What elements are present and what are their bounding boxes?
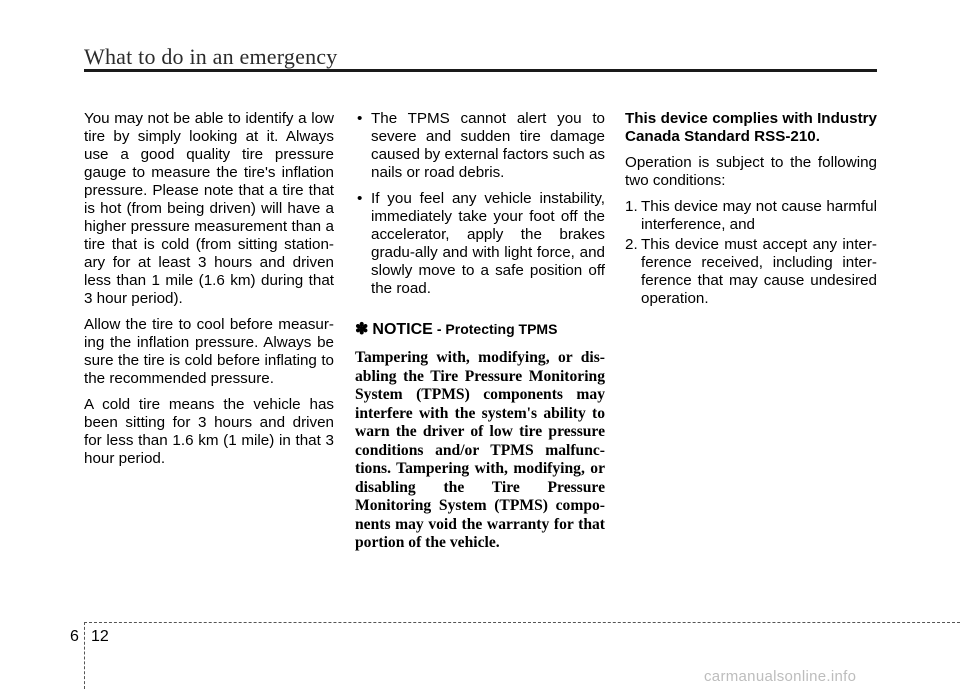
condition-text: This device must accept any inter-ference received, including inter-ference that may cause undesired operation.: [641, 236, 877, 307]
paragraph-cool-tire: Allow the tire to cool before measur-ing the inflation pressure. Always be sure the tire is cold before inflating to the recommended pressure.: [84, 316, 334, 387]
column-3: [625, 110, 877, 310]
tpms-bullet-list: [355, 110, 605, 298]
watermark: carmanualsonline.info: [704, 668, 857, 685]
notice-body: Tampering with, modifying, or dis-abling the Tire Pressure Monitoring System (TPMS) components may interfere with the system's ability to warn the driver of low tire pressure conditions and/or TPMS malfunc-tions. Tampering with, modifying, or disabling the Tire Pressure Monitoring System (TPMS) compo-nents may void the warranty for that portion of the vehicle.: [355, 349, 605, 551]
conditions-list: [625, 198, 877, 308]
footer-divider: [84, 622, 85, 689]
column-2: [355, 110, 605, 561]
list-item: [625, 198, 877, 234]
footer-rule: [84, 622, 960, 623]
list-item: [625, 236, 877, 308]
condition-text: This device may not cause harmful interference, and: [641, 198, 877, 233]
conditions-intro: Operation is subject to the following two conditions:: [625, 154, 877, 189]
page-header-title: What to do in an emergency: [84, 44, 338, 69]
paragraph-cold-tire: A cold tire means the vehicle has been sitting for 3 hours and driven for less than 1.6 km (1 mile) in that 3 hour period.: [84, 396, 334, 467]
list-item: • If you feel any vehicle instability, immediately take your foot off the accelerator, apply the brakes gradu-ally and with light force, and slowly move to a safe position off the road.: [355, 190, 605, 298]
notice-mark-icon: ✽: [355, 321, 369, 338]
notice-label: NOTICE: [372, 321, 433, 338]
column-1: [84, 110, 334, 476]
chapter-number: 6: [70, 628, 79, 645]
compliance-statement: This device complies with Industry Canada Standard RSS-210.: [625, 110, 877, 145]
paragraph-low-tire: You may not be able to identify a low tire by simply looking at it. Always use a good quality tire pressure gauge to measure the tire's inflation pressure. Please note that a tire that is hot (from being driven) will have a higher pressure measurement than a tire that is cold (from sitting station-ary for at least 3 hours and driven less than 1 mile (1.6 km) during that 3 hour period).: [84, 110, 334, 307]
condition-number: 2.: [625, 236, 638, 253]
page-number: 12: [91, 628, 109, 645]
notice-subtitle: - Protecting TPMS: [436, 321, 558, 337]
condition-number: 1.: [625, 198, 638, 215]
list-item: • The TPMS cannot alert you to severe and sudden tire damage caused by external factors such as nails or road debris.: [355, 110, 605, 182]
header-rule: [84, 69, 877, 72]
notice-heading: [355, 320, 605, 339]
